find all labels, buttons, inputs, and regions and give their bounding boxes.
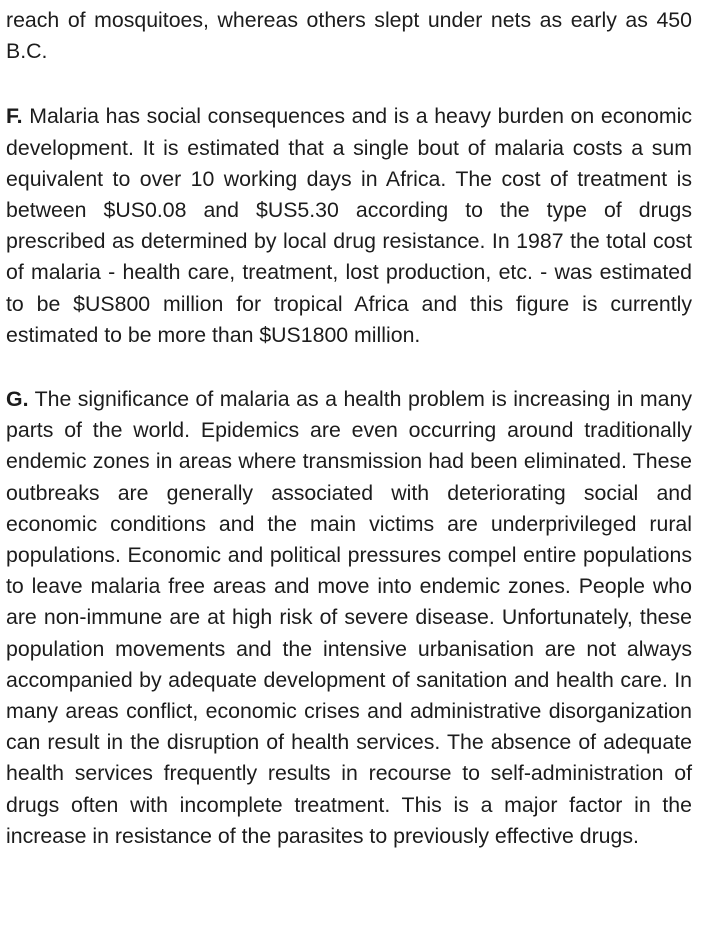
- document-page: [6, 0, 692, 852]
- paragraph-f: [6, 101, 692, 351]
- paragraph-g: [6, 384, 692, 852]
- paragraph-g-text: The significance of malaria as a health problem is increasing in many parts of the world. Epidemics are even occurring around traditionally endemic zones in areas where transmission had been eliminated. These outbreaks are generally associated with deteriorating social and economic conditions and the main victims are underprivileged rural populations. Economic and political pressures compel entire populations to leave malaria free areas and move into endemic zones. People who are non-immune are at high risk of severe disease. Unfortunately, these population movements and the intensive urbanisation are not always accompanied by adequate development of sanitation and health care. In many areas conflict, economic crises and administrative disorganization can result in the disruption of health services. The absence of adequate health services frequently results in recourse to self-administration of drugs often with incomplete treatment. This is a major factor in the increase in resistance of the parasites to previously effective drugs.: [6, 387, 692, 848]
- paragraph-f-text: Malaria has social consequences and is a heavy burden on economic development. It is estimated that a single bout of malaria costs a sum equivalent to over 10 working days in Africa. The cost of treatment is between $US0.08 and $US5.30 according to the type of drugs prescribed as determined by local drug resistance. In 1987 the total cost of malaria - health care, treatment, lost production, etc. - was estimated to be $US800 million for tropical Africa and this figure is currently estimated to be more than $US1800 million.: [6, 104, 693, 347]
- intro-paragraph-tail: reach of mosquitoes, whereas others slept under nets as early as 450 B.C.: [6, 8, 692, 64]
- paragraph-g-letter: G.: [6, 387, 29, 412]
- paragraph-f-letter: F.: [6, 104, 23, 129]
